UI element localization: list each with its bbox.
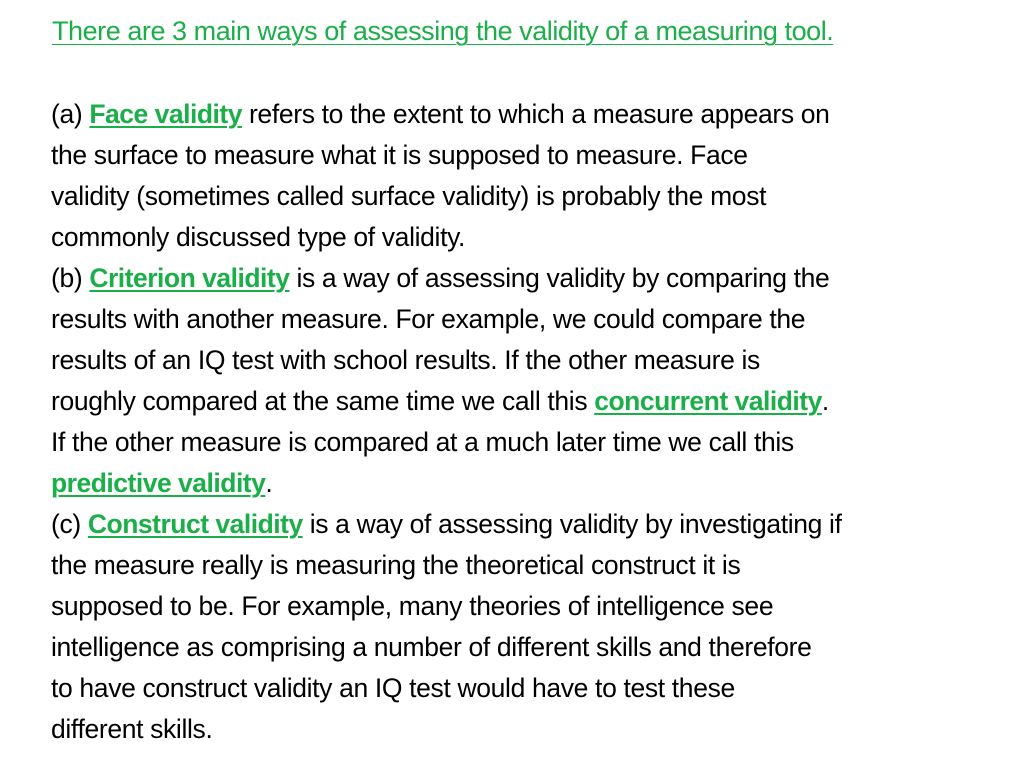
slide-title	[52, 15, 833, 47]
section-c-line-4	[51, 631, 811, 663]
section-c-line-1-text: is a way of assessing validity by investigating if	[302, 509, 842, 539]
term-predictive-validity: predictive validity	[51, 468, 266, 498]
section-c-line-2-text: the measure really is measuring the theoretical construct it is	[51, 550, 741, 580]
section-c-line-1	[51, 508, 842, 540]
section-a-marker: (a)	[51, 99, 90, 129]
section-a-line-4	[51, 221, 465, 253]
section-b-line-6	[51, 467, 272, 499]
section-b-marker: (b)	[51, 263, 90, 293]
section-a-line-4-text: commonly discussed type of validity.	[51, 222, 466, 252]
section-b-line-1-text: is a way of assessing validity by comparing the	[289, 263, 830, 293]
section-a-line-3-text: validity (sometimes called surface validity) is probably the most	[51, 181, 767, 211]
section-b-line-3	[51, 344, 760, 376]
section-b-line-3-text: results of an IQ test with school results. If the other measure is	[51, 345, 760, 375]
term-construct-validity: Construct validity	[87, 509, 303, 539]
section-b-line-4-text: roughly compared at the same time we call this	[51, 386, 595, 416]
slide-title-text: There are 3 main ways of assessing the validity of a measuring tool.	[52, 16, 834, 46]
section-c-line-6-text: different skills.	[51, 714, 213, 744]
term-criterion-validity: Criterion validity	[89, 263, 290, 293]
section-c-line-4-text: intelligence as comprising a number of different skills and therefore	[51, 632, 812, 662]
section-c-line-3	[51, 590, 773, 622]
section-c-line-5-text: to have construct validity an IQ test would have to test these	[51, 673, 735, 703]
section-b-line-4-end: .	[821, 386, 829, 416]
section-b-line-6-end: .	[265, 468, 273, 498]
section-c-line-3-text: supposed to be. For example, many theories of intelligence see	[51, 591, 774, 621]
section-b-line-2	[51, 303, 805, 335]
section-c-marker: (c)	[51, 509, 88, 539]
section-a-line-3	[51, 180, 766, 212]
section-b-line-5	[51, 426, 794, 458]
term-concurrent-validity: concurrent validity	[594, 386, 822, 416]
section-a-line-2-text: the surface to measure what it is supposed to measure. Face	[51, 140, 748, 170]
section-a-line-1-text: refers to the extent to which a measure appears on	[241, 99, 830, 129]
section-c-line-2	[51, 549, 740, 581]
section-c-line-5	[51, 672, 735, 704]
section-b-line-4	[51, 385, 829, 417]
term-face-validity: Face validity	[89, 99, 242, 129]
section-a-line-1	[51, 98, 830, 130]
section-b-line-2-text: results with another measure. For example, we could compare the	[51, 304, 806, 334]
section-b-line-5-text: If the other measure is compared at a much later time we call this	[51, 427, 794, 457]
section-c-line-6	[51, 713, 212, 745]
section-a-line-2	[51, 139, 748, 171]
section-b-line-1	[51, 262, 829, 294]
